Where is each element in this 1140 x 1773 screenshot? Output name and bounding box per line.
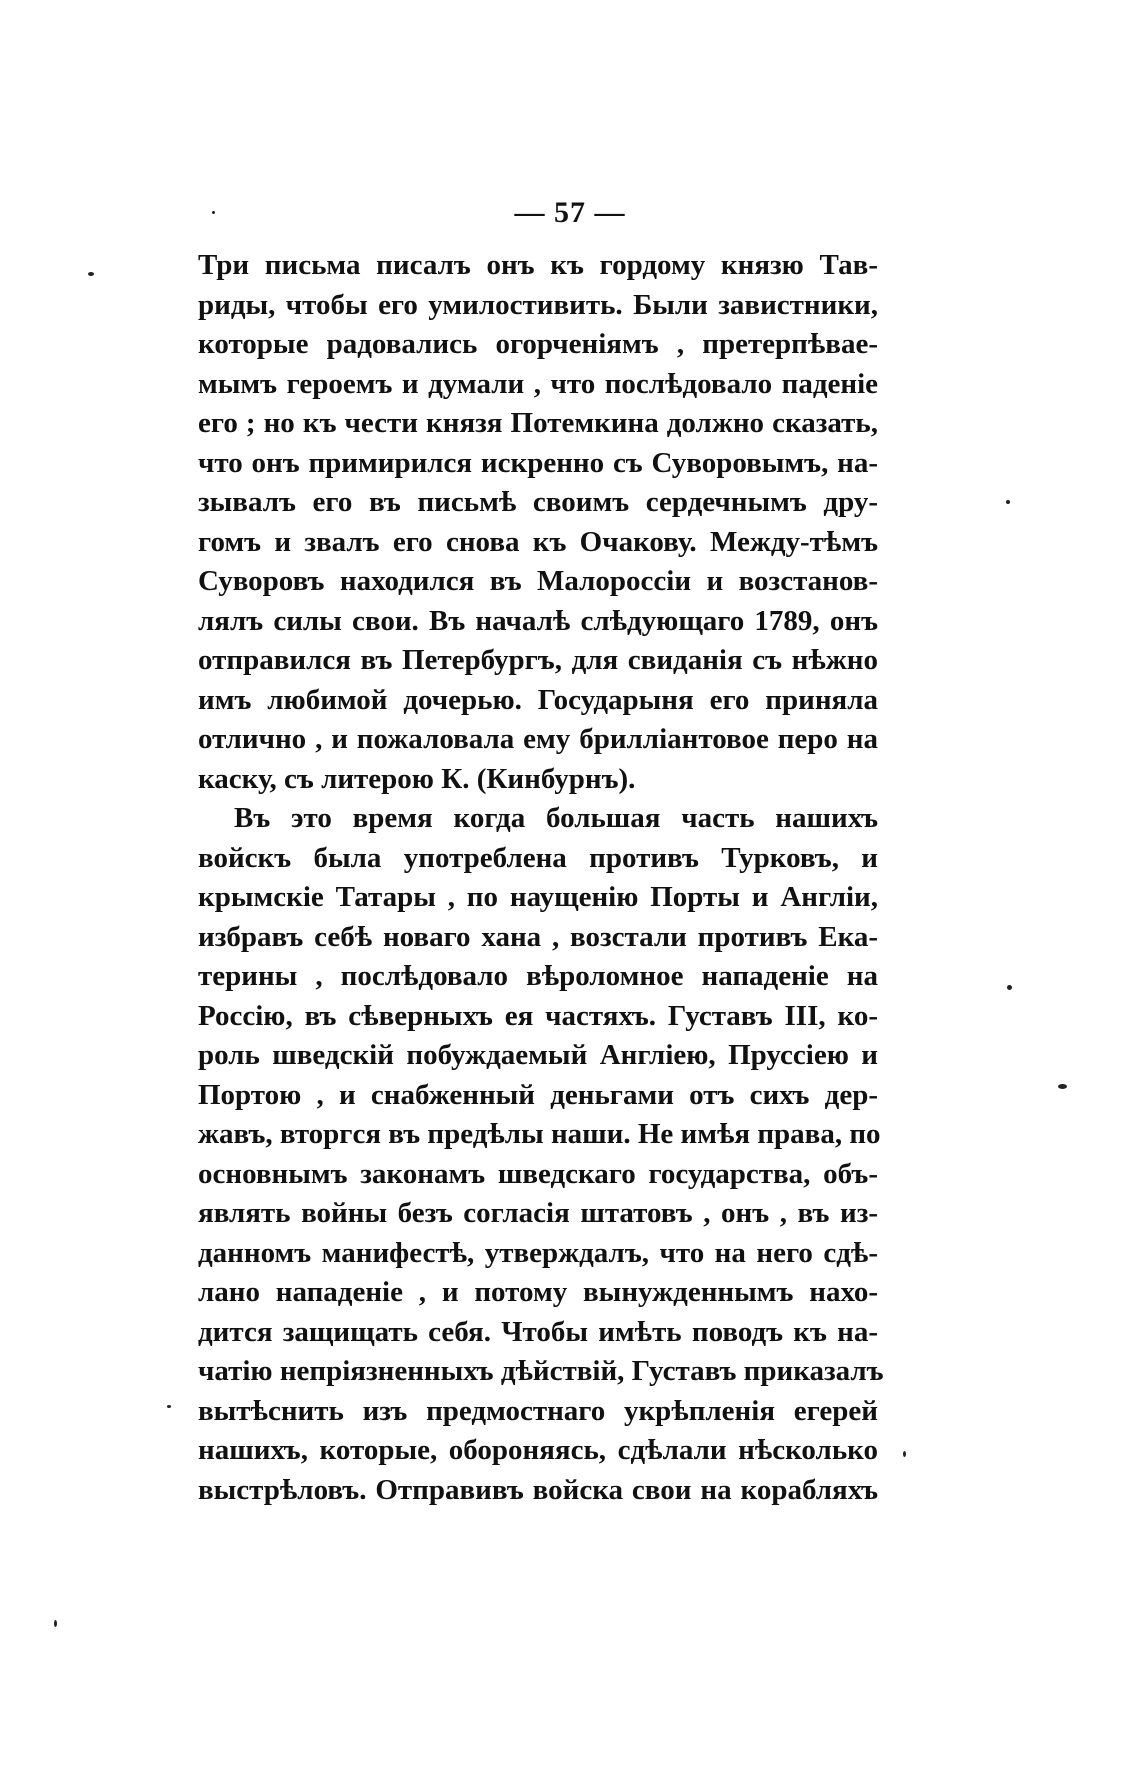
text-line: избравъ себѣ новаго хана , возстали противъ Ека-	[198, 920, 878, 953]
text-line: терины , послѣдовало вѣроломное нападеніе на	[198, 960, 878, 992]
text-line: дится защищать себя. Чтобы имѣть поводъ къ на-	[198, 1315, 878, 1348]
page-number: — 57 —	[514, 196, 626, 229]
text-line: его ; но къ чести князя Потемкина должно сказать,	[198, 407, 878, 439]
paragraph-1	[198, 246, 878, 799]
text-line: Три письма писалъ онъ къ гордому князю Тав-	[198, 249, 878, 281]
text-line: роль шведскій побуждаемый Англіею, Пруссіею и	[198, 1039, 878, 1071]
text-line: зывалъ его въ письмѣ своимъ сердечнымъ дру-	[198, 486, 878, 518]
paragraph-2	[198, 799, 884, 1510]
text-line: Въ это время когда большая часть нашихъ	[234, 802, 878, 834]
text-line: Суворовъ находился въ Малороссіи и возстанов-	[198, 565, 878, 597]
text-line: отлично , и пожаловала ему брилліантовое перо на	[198, 723, 878, 755]
text-line: войскъ была употреблена противъ Турковъ, и	[198, 841, 878, 874]
scan-speck	[167, 1405, 171, 1408]
text-line: крымскіе Татары , по наущенію Порты и Англіи,	[198, 881, 878, 913]
scan-speck	[88, 272, 94, 276]
text-line: выстрѣловъ. Отправивъ войска свои на корабляхъ	[198, 1473, 878, 1506]
text-line: лано нападеніе , и потому вынужденнымъ нахо-	[198, 1276, 878, 1308]
text-line: лялъ силы свои. Въ началѣ слѣдующаго 1789, онъ	[198, 604, 878, 637]
text-line: данномъ манифестѣ, утверждалъ, что на него сдѣ-	[198, 1236, 878, 1269]
text-line: Россію, въ сѣверныхъ ея частяхъ. Густавъ III, ко-	[198, 999, 878, 1032]
scan-speck	[1007, 985, 1012, 990]
scan-speck	[1058, 1084, 1067, 1089]
text-line: являть войны безъ согласія штатовъ , онъ , въ из-	[198, 1197, 878, 1229]
text-line: мымъ героемъ и думали , что послѣдовало паденіе	[198, 367, 878, 400]
text-line: гомъ и звалъ его снова къ Очакову. Между-тѣмъ	[198, 525, 878, 558]
text-line: риды, чтобы его умилостивить. Были завистники,	[198, 288, 878, 321]
text-line: каску, съ литерою К. (Кинбурнъ).	[198, 762, 636, 795]
text-line: имъ любимой дочерью. Государыня его приняла	[198, 683, 878, 716]
text-line: отправился въ Петербургъ, для свиданія съ нѣжно	[198, 644, 878, 676]
text-line: Портою , и снабженный деньгами отъ сихъ дер-	[198, 1078, 878, 1111]
scan-speck	[903, 1451, 906, 1457]
scan-speck	[54, 1620, 57, 1627]
text-line: чатію непріязненныхъ дѣйствій, Густавъ приказалъ	[198, 1355, 884, 1387]
text-line: основнымъ законамъ шведскаго государства, объ-	[198, 1157, 878, 1190]
scan-speck	[212, 211, 215, 214]
text-line: жавъ, вторгся въ предѣлы наши. Не имѣя права, по	[198, 1118, 881, 1150]
text-line: что онъ примирился искренно съ Суворовымъ, на-	[198, 446, 878, 479]
text-line: вытѣснить изъ предмостнаго укрѣпленія егерей	[198, 1394, 878, 1427]
text-line: которые радовались огорченіямъ , претерпѣвае-	[198, 328, 878, 360]
text-line: нашихъ, которые, обороняясь, сдѣлали нѣсколько	[198, 1434, 878, 1466]
scan-speck	[1006, 500, 1010, 504]
body-text	[198, 246, 884, 1510]
